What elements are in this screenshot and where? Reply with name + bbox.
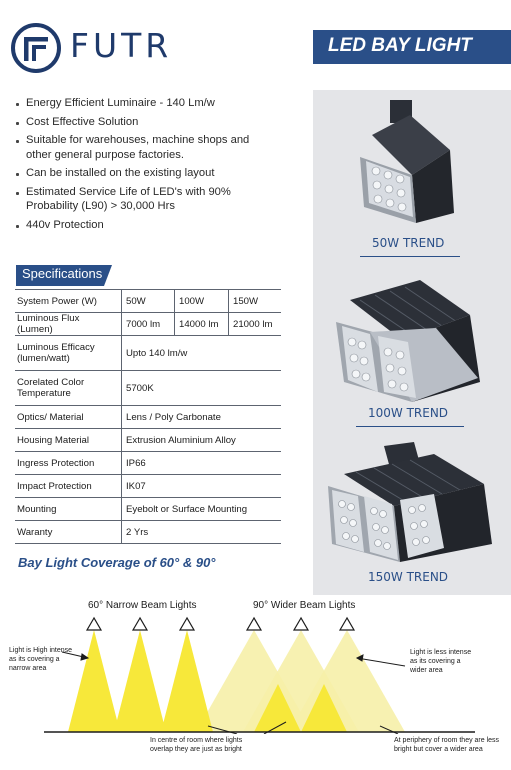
spec-value: 5700K xyxy=(122,371,282,406)
spec-label: Luminous Efficacy (lumen/watt) xyxy=(15,336,122,371)
table-row xyxy=(15,498,281,521)
futr-logo-icon xyxy=(10,22,62,74)
spec-value: 150W xyxy=(229,290,282,313)
spec-label: Impact Protection xyxy=(15,475,122,498)
narrow-beam-cones xyxy=(68,630,213,732)
table-row xyxy=(15,406,281,429)
feature-item: Energy Efficient Luminaire - 140 Lm/w xyxy=(16,96,306,111)
spec-value: 2 Yrs xyxy=(122,521,282,544)
light-fixture-icon xyxy=(247,618,261,630)
light-fixture-icon xyxy=(180,618,194,630)
table-row xyxy=(15,521,281,544)
spec-value: Upto 140 lm/w xyxy=(122,336,282,371)
spec-label: Ingress Protection xyxy=(15,452,122,475)
page-title: LED BAY LIGHT xyxy=(328,35,472,56)
divider xyxy=(356,426,464,427)
feature-item: 440v Protection xyxy=(16,218,306,233)
spec-value: IP66 xyxy=(122,452,282,475)
product-image-100w xyxy=(330,270,498,405)
feature-item: Estimated Service Life of LED's with 90% Probability (L90) > 30,000 Hrs xyxy=(16,185,246,214)
light-fixture-icon xyxy=(340,618,354,630)
table-row xyxy=(15,452,281,475)
spec-label: Corelated Color Temperature xyxy=(15,371,122,406)
product-image-50w xyxy=(350,95,470,227)
product-image-150w xyxy=(324,440,502,565)
feature-item: Cost Effective Solution xyxy=(16,115,306,130)
spec-value: Lens / Poly Carbonate xyxy=(122,406,282,429)
table-row xyxy=(15,313,281,336)
note-left: Light is High intense as its covering a narrow area xyxy=(9,647,73,672)
spec-label: Luminous Flux (Lumen) xyxy=(15,313,122,336)
wide-beam-label: 90° Wider Beam Lights xyxy=(253,600,356,611)
note-center: In centre of room where lights overlap they are just as bright xyxy=(150,737,243,753)
table-row xyxy=(15,336,281,371)
table-row xyxy=(15,371,281,406)
divider xyxy=(360,256,460,257)
specifications-table xyxy=(15,289,281,544)
light-fixture-icon xyxy=(87,618,101,630)
spec-label: System Power (W) xyxy=(15,290,122,313)
wide-beam-cones xyxy=(196,630,405,732)
light-fixture-icon xyxy=(294,618,308,630)
feature-item: Can be installed on the existing layout xyxy=(16,166,306,181)
spec-value: 7000 lm xyxy=(122,313,175,336)
spec-value: IK07 xyxy=(122,475,282,498)
narrow-beam-label: 60° Narrow Beam Lights xyxy=(88,600,197,611)
table-row xyxy=(15,475,281,498)
feature-list xyxy=(16,96,306,236)
spec-label: Mounting xyxy=(15,498,122,521)
note-bottom-right: At periphery of room they are less bright but cover a wider area xyxy=(394,737,500,753)
feature-item: Suitable for warehouses, machine shops and other general purpose factories. xyxy=(16,133,266,162)
spec-label: Waranty xyxy=(15,521,122,544)
model-label-50w: 50W TREND xyxy=(372,236,445,250)
note-right: Light is less intense as its covering a wider area xyxy=(410,649,472,674)
spec-label: Optics/ Material xyxy=(15,406,122,429)
spec-value: Eyebolt or Surface Mounting xyxy=(122,498,282,521)
coverage-title: Bay Light Coverage of 60° & 90° xyxy=(18,555,216,570)
spec-value: 100W xyxy=(175,290,229,313)
spec-value: 21000 lm xyxy=(229,313,282,336)
table-row xyxy=(15,290,281,313)
brand-name: FUTR xyxy=(70,26,173,65)
spec-value: Extrusion Aluminium Alloy xyxy=(122,429,282,452)
spec-label: Housing Material xyxy=(15,429,122,452)
specifications-title: Specifications xyxy=(22,266,103,281)
spec-value: 50W xyxy=(122,290,175,313)
spec-value: 14000 lm xyxy=(175,313,229,336)
model-label-150w: 150W TREND xyxy=(368,570,449,584)
table-row xyxy=(15,429,281,452)
model-label-100w: 100W TREND xyxy=(368,406,449,420)
light-fixture-icon xyxy=(133,618,147,630)
